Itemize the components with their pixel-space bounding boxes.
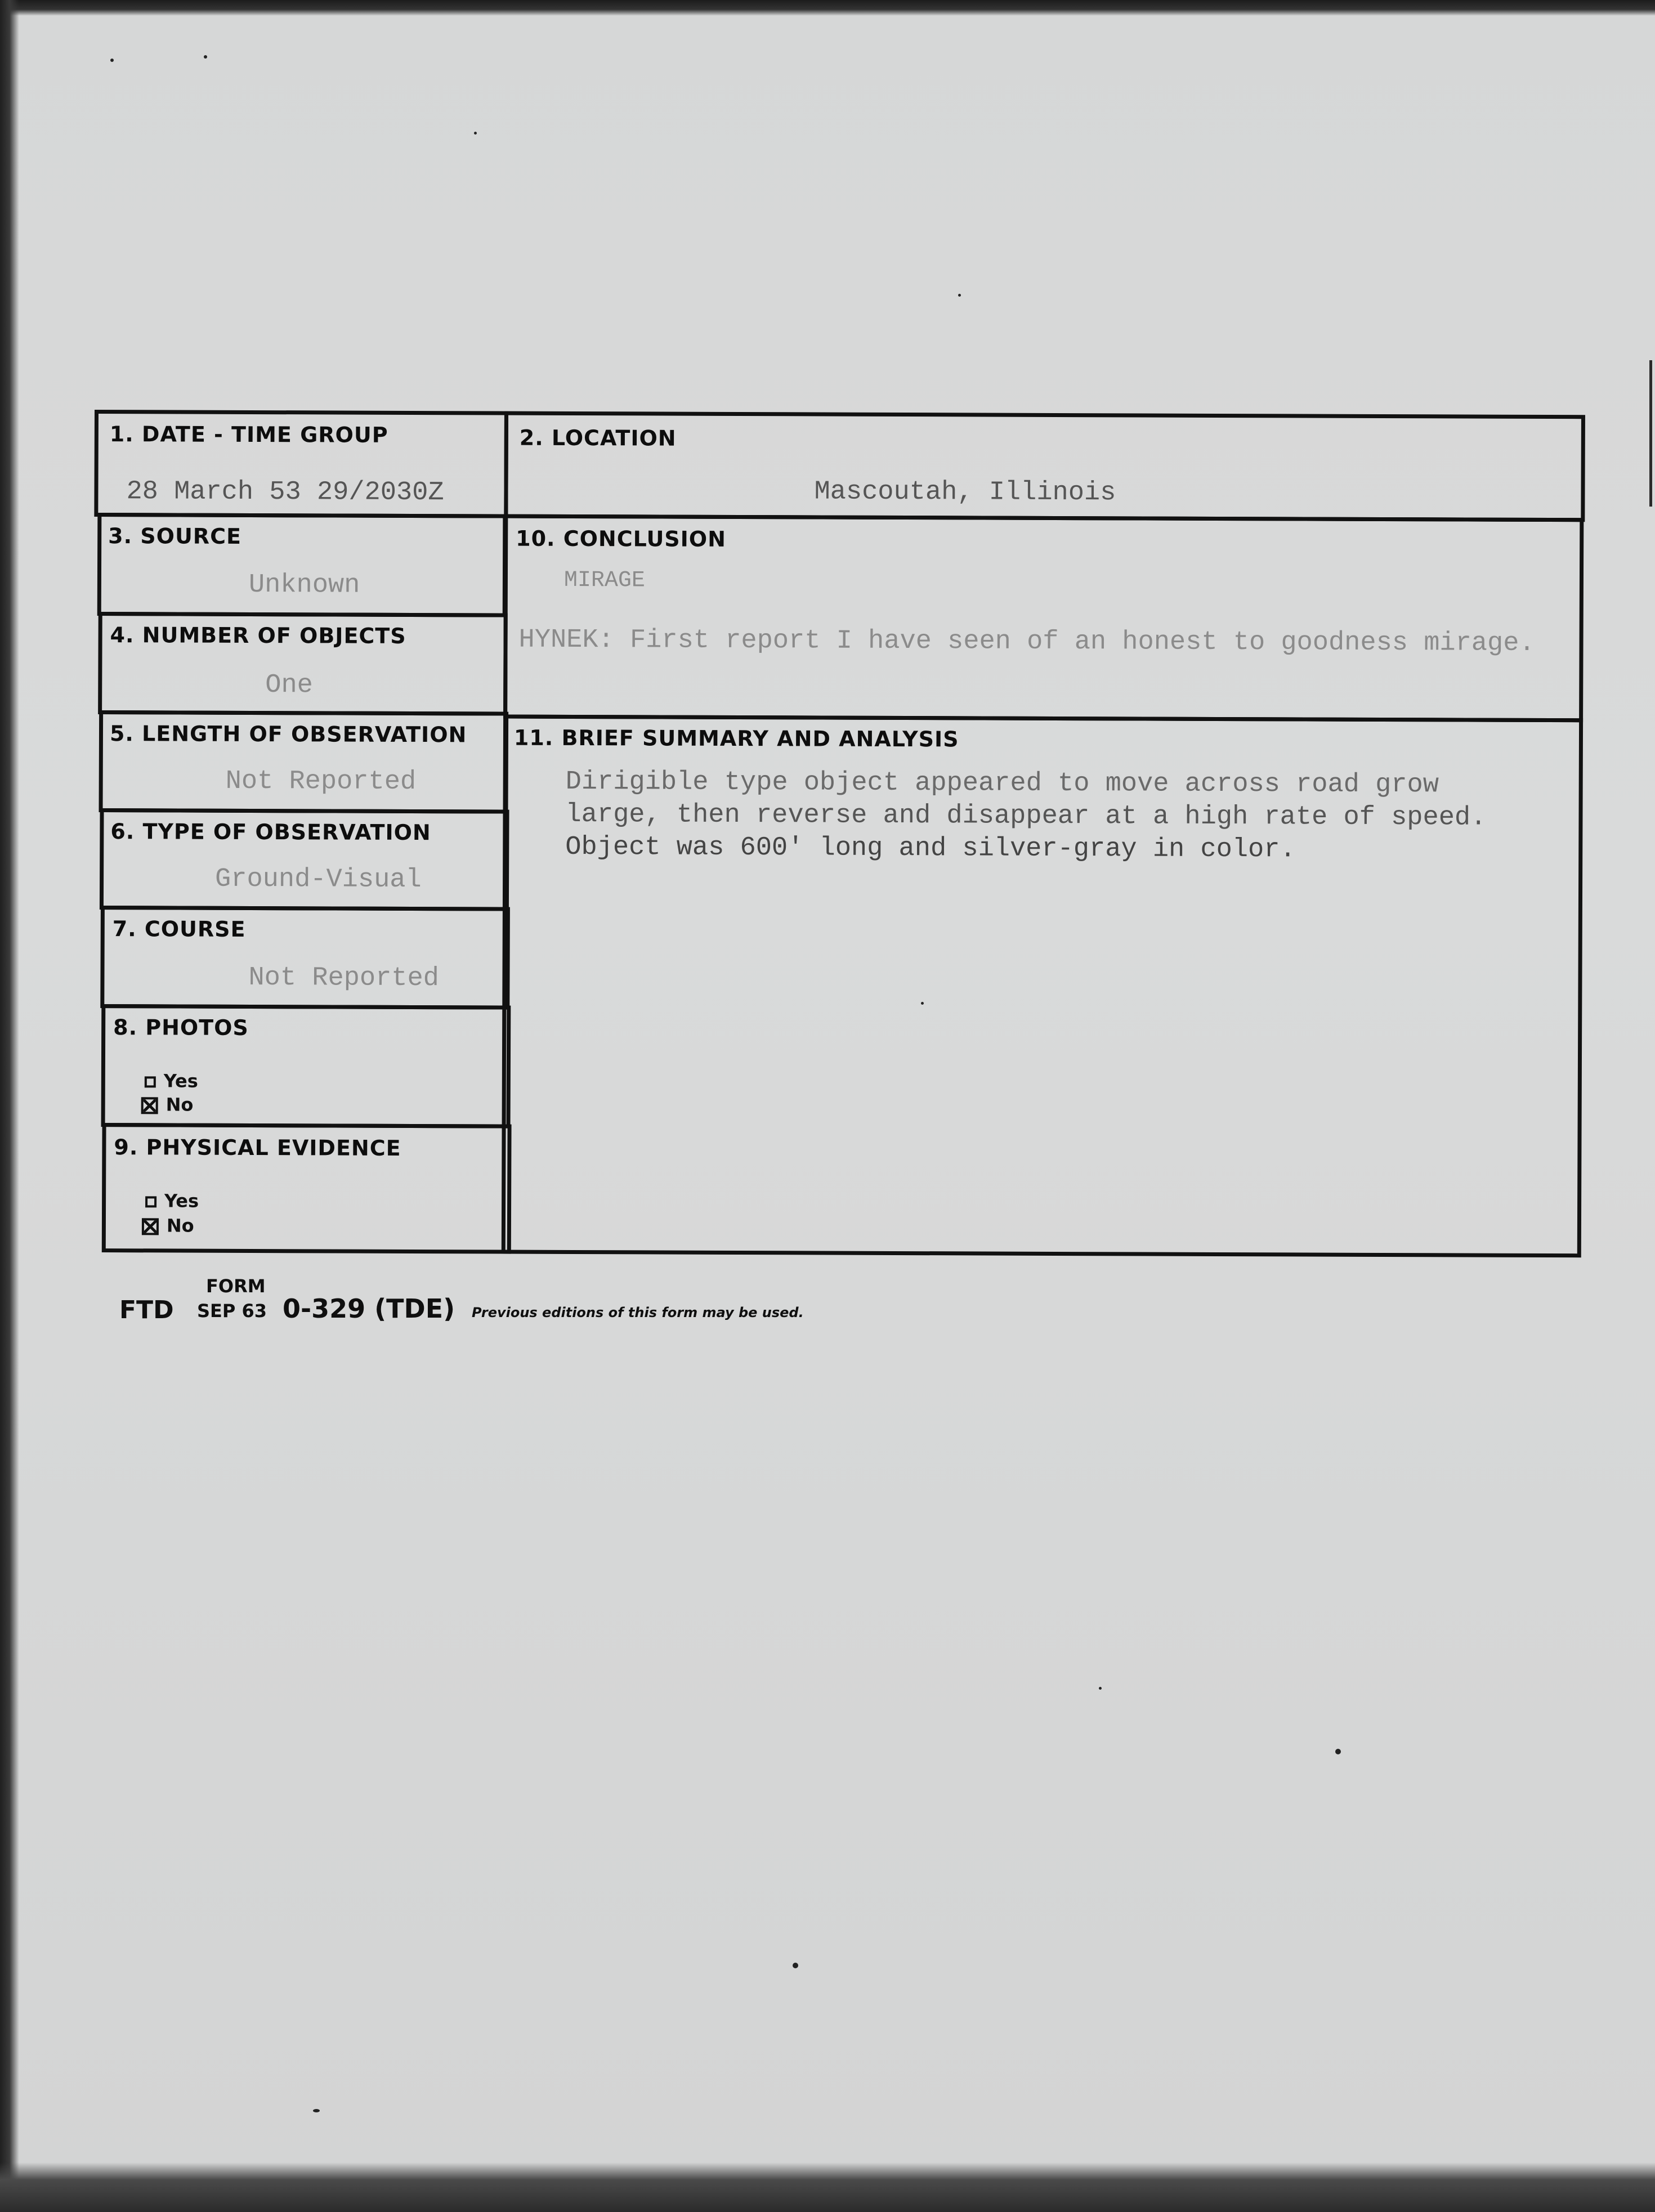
report-form [92,410,1585,1266]
source-box [97,513,507,617]
summary-line: Object was 600' long and silver-gray in color. [565,832,1296,865]
location-box [504,411,1585,522]
photos-label: 8. PHOTOS [113,1015,249,1040]
length-of-observation-value: Not Reported [225,766,417,797]
photos-yes-label: Yes [163,1070,198,1092]
summary-label: 11. BRIEF SUMMARY AND ANALYSIS [513,725,959,752]
dust-speck [110,59,114,62]
hynek-note: HYNEK: First report I have seen of an honest to goodness mirage. [518,625,1535,659]
physical-evidence-no-label: No [166,1215,194,1237]
course-value: Not Reported [248,962,440,994]
dust-speck [958,294,961,297]
conclusion-label: 10. CONCLUSION [516,526,727,552]
photos-no-label: No [166,1094,194,1116]
photos-box [101,1004,511,1129]
photos-yes-checkbox[interactable] [145,1076,156,1087]
photos-no-checkbox-checked[interactable] [141,1097,158,1114]
location-value: Mascoutah, Illinois [814,477,1116,508]
summary-line: Dirigible type object appeared to move across road grow [565,767,1439,800]
form-date-code: SEP 63 [197,1300,267,1322]
length-of-observation-box [99,710,509,814]
course-box [100,906,510,1010]
photos-no-option[interactable] [141,1094,194,1115]
dust-speck [313,2109,320,2112]
date-time-group-value: 28 March 53 29/2030Z [126,477,444,508]
form-editions-note: Previous editions of this form may be used. [472,1305,804,1320]
physical-evidence-label: 9. PHYSICAL EVIDENCE [114,1135,401,1161]
dust-speck [1099,1687,1102,1690]
conclusion-box [503,514,1584,723]
scan-edge-mark [1649,360,1652,507]
source-label: 3. SOURCE [108,523,242,549]
scan-edge-bottom [0,2162,1655,2212]
photos-yes-option[interactable] [145,1070,198,1091]
number-of-objects-box [98,612,508,716]
form-word: FORM [206,1275,266,1297]
dust-speck [474,132,477,135]
physical-evidence-yes-option[interactable] [145,1190,199,1211]
physical-evidence-no-option[interactable] [142,1215,194,1236]
number-of-objects-value: One [265,670,314,701]
scan-edge-left [0,0,19,2212]
date-time-group-box [94,410,508,518]
dust-speck [793,1963,798,1968]
form-number: 0-329 (TDE) [283,1293,455,1324]
source-value: Unknown [248,570,360,601]
date-time-group-label: 1. DATE - TIME GROUP [109,422,388,447]
type-of-observation-value: Ground-Visual [214,864,422,895]
dust-speck [204,55,207,59]
summary-line: large, then reverse and disappear at a high rate of speed. [565,799,1487,833]
location-label: 2. LOCATION [519,425,677,451]
physical-evidence-yes-label: Yes [164,1190,199,1212]
summary-box [502,715,1583,1258]
dust-speck [1335,1749,1341,1754]
physical-evidence-box [102,1123,512,1254]
scan-edge-top [0,0,1655,16]
conclusion-value: MIRAGE [563,567,646,594]
form-ftd: FTD [119,1296,174,1324]
type-of-observation-box [100,808,509,911]
course-label: 7. COURSE [112,916,246,942]
type-of-observation-label: 6. TYPE OF OBSERVATION [110,819,431,845]
physical-evidence-no-checkbox-checked[interactable] [142,1218,159,1235]
physical-evidence-yes-checkbox[interactable] [145,1196,156,1207]
length-of-observation-label: 5. LENGTH OF OBSERVATION [109,721,467,747]
number-of-objects-label: 4. NUMBER OF OBJECTS [110,623,406,648]
